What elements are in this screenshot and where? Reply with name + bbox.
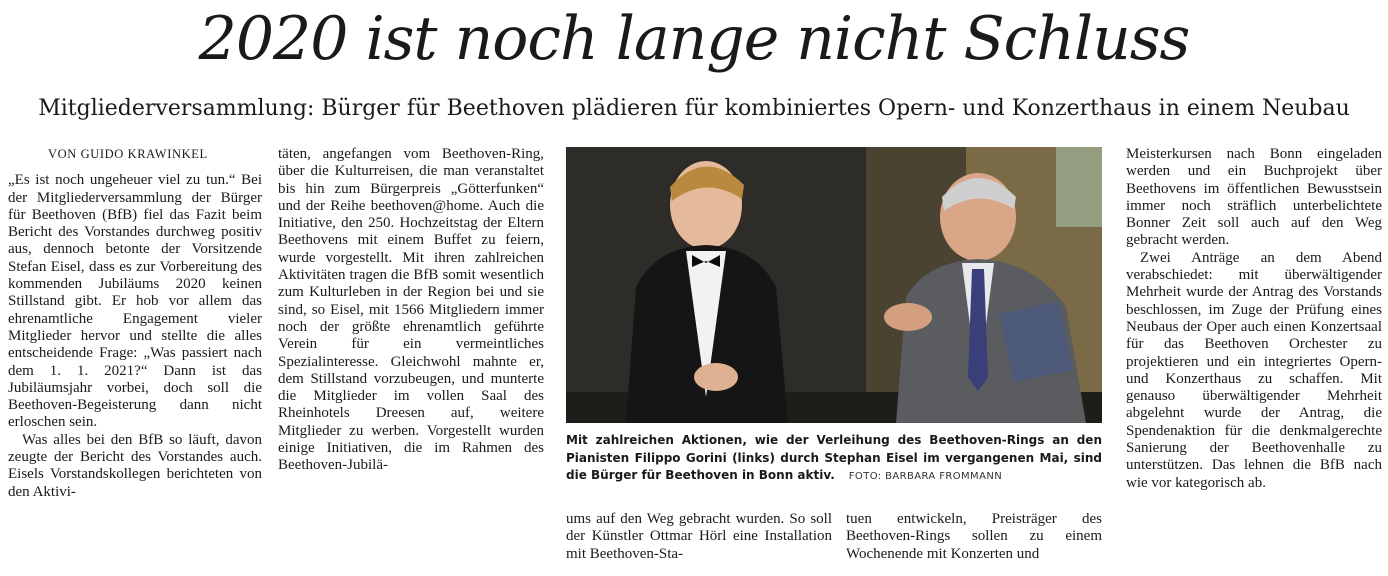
paragraph: ums auf den Weg gebracht wurden. So soll der Künstler Ottmar Hörl eine Installation mit Beethoven-Sta- [566, 511, 832, 562]
article-photo [566, 147, 1102, 423]
column-3-right [846, 511, 1102, 563]
paragraph: Meisterkursen nach Bonn eingeladen werden und ein Buchprojekt über Beethovens im öffentlichen Bewusstsein immer noch sträflich unterbelichtete Bonner Zeit soll auch auf den Weg gebracht werden. [1126, 146, 1382, 249]
photo-credit: FOTO: BARBARA FROMMANN [848, 471, 1003, 482]
paragraph: tuen entwickeln, Preisträger des Beethoven-Rings sollen zu einem Wochenende mit Konzerten und [846, 511, 1102, 562]
column-3-left [566, 511, 832, 563]
headline: 2020 ist noch lange nicht Schluss [198, 4, 1190, 74]
author-byline: VON GUIDO KRAWINKEL [48, 147, 208, 161]
photo-illustration [566, 147, 1102, 423]
column-4 [1126, 146, 1382, 492]
subheadline: Mitgliederversammlung: Bürger für Beethoven plädieren für kombiniertes Opern- und Konzerthaus in einem Neubau [38, 96, 1350, 121]
column-2 [278, 146, 544, 475]
paragraph: „Es ist noch ungeheuer viel zu tun.“ Bei der Mitgliederversammlung der Bürger für Beethoven (BfB) fiel das Fazit beim Bericht des Vorstandes durchweg positiv aus, dennoch betonte der Vorsitzende Stefan Eisel, dass es zur Vorbereitung des kommenden Jubiläums 2020 keinen Stillstand gibt. Er hob vor allem das ehrenamtliche Engagement vieler Mitglieder hervor und stellte die alles entscheidende Frage: „Was passiert nach dem 1. 1. 2021?“ Dann ist das Jubiläumsjahr vorbei, doch soll die Beethoven-Begeisterung dann nicht erloschen sein. [8, 172, 262, 431]
photo-caption [566, 432, 1102, 486]
caption-text: Mit zahlreichen Aktionen, wie der Verleihung des Beethoven-Rings an den Pianisten Filippo Gorini (links) durch Stephan Eisel im vergangenen Mai, sind die Bürger für Beethoven in Bonn aktiv. [566, 433, 1102, 482]
paragraph: Was alles bei den BfB so läuft, davon zeugte der Bericht des Vorstandes auch. Eisels Vorstandskollegen berichteten von den Aktivi- [8, 431, 262, 500]
column-1 [8, 146, 262, 501]
paragraph: Zwei Anträge an dem Abend verabschiedet: mit überwältigender Mehrheit wurde der Antrag des Vorstands beschlossen, im Zuge der Prüfung eines Neubaus der Oper auch einen Konzertsaal für das Beethoven Orchester zu projektieren und ein integriertes Opern- und Konzerthaus zu schaffen. Mit genauso überwältigender Mehrheit abgelehnt wurde der Antrag, die Spendenaktion für die denkmalgerechte Sanierung der Beethovenhalle zu unterstützen. Das lehnen die BfB nach wie vor kategorisch ab. [1126, 249, 1382, 491]
paragraph: täten, angefangen vom Beethoven-Ring, über die Kulturreisen, die man veranstaltet bis hin zum Bürgerpreis „Götterfunken“ und der Reihe beethoven@home. Auch die Initiative, den 250. Hochzeitstag der Eltern Beethovens mit einem Buffet zu feiern, wurde vorgestellt. Mit ihren zahlreichen Aktivitäten tragen die BfB somit wesentlich zum Kulturleben in der Region bei und sie sind, so Eisel, mit 1566 Mitgliedern immer noch der größte ehrenamtlich geführte Verein für ein vermeintliches Spezialinteresse. Gleichwohl mahnte er, dem Stillstand vorzubeugen, und munterte die Mitglieder im vollen Saal des Rheinhotels Dreesen auf, weitere Mitglieder zu werben. Vorgestellt wurden einige Initiativen, die im Rahmen des Beethoven-Jubilä- [278, 146, 544, 474]
